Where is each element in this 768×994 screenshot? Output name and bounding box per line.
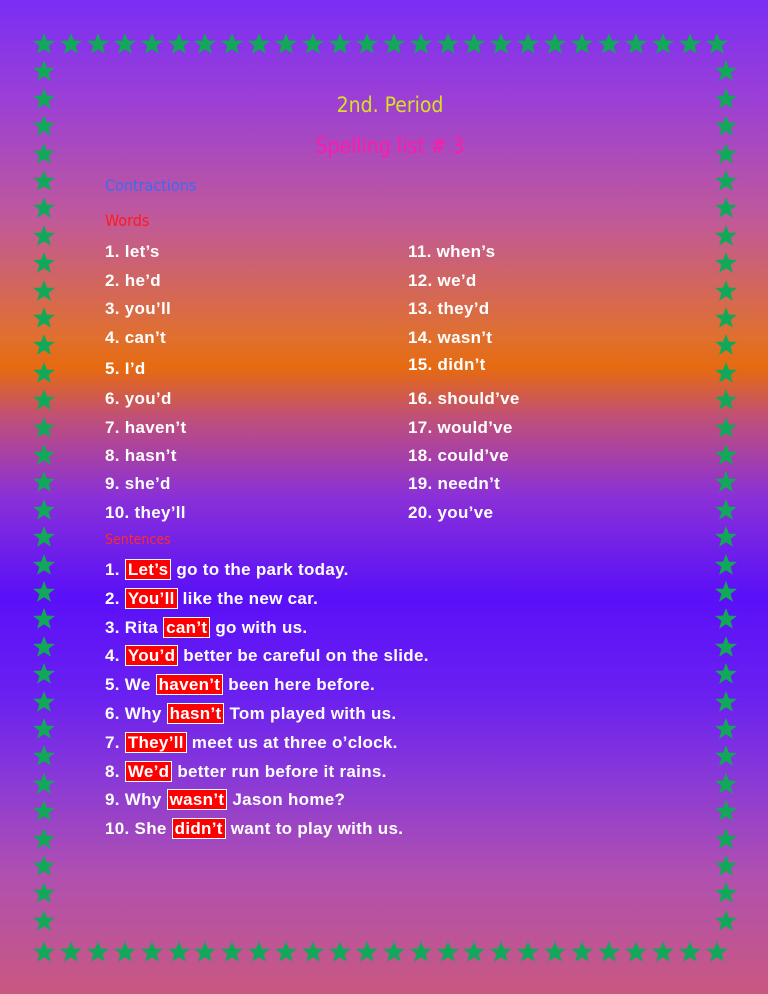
star-icon bbox=[714, 470, 738, 494]
word-item: 4. can’t bbox=[105, 328, 166, 347]
star-icon bbox=[714, 607, 738, 631]
highlighted-contraction: wasn’t bbox=[167, 789, 228, 810]
star-icon bbox=[32, 224, 56, 248]
page-title: 2nd. Period bbox=[336, 93, 444, 117]
page-subtitle: Spelling list # 3 bbox=[315, 134, 465, 158]
star-icon bbox=[543, 32, 567, 56]
sentence-text: been here before. bbox=[223, 675, 376, 695]
star-icon bbox=[355, 32, 379, 56]
star-icon bbox=[32, 142, 56, 166]
star-icon bbox=[167, 940, 191, 964]
word-item: 3. you’ll bbox=[105, 299, 171, 318]
star-icon bbox=[714, 306, 738, 330]
star-icon bbox=[462, 940, 486, 964]
star-icon bbox=[220, 940, 244, 964]
highlighted-contraction: hasn’t bbox=[167, 703, 225, 724]
star-icon bbox=[714, 416, 738, 440]
star-icon bbox=[32, 114, 56, 138]
star-icon bbox=[247, 940, 271, 964]
star-icon bbox=[714, 553, 738, 577]
star-icon bbox=[570, 940, 594, 964]
star-icon bbox=[301, 940, 325, 964]
star-icon bbox=[32, 251, 56, 275]
star-icon bbox=[543, 940, 567, 964]
star-icon bbox=[714, 635, 738, 659]
star-icon bbox=[714, 772, 738, 796]
star-icon bbox=[59, 940, 83, 964]
star-icon bbox=[59, 32, 83, 56]
star-icon bbox=[32, 635, 56, 659]
star-icon bbox=[714, 251, 738, 275]
word-item: 5. I’d bbox=[105, 359, 146, 378]
star-icon bbox=[489, 940, 513, 964]
star-icon bbox=[32, 827, 56, 851]
star-icon bbox=[714, 59, 738, 83]
star-icon bbox=[32, 553, 56, 577]
star-icon bbox=[32, 690, 56, 714]
star-icon bbox=[32, 416, 56, 440]
star-icon bbox=[489, 32, 513, 56]
star-icon bbox=[714, 662, 738, 686]
star-icon bbox=[32, 498, 56, 522]
star-icon bbox=[714, 361, 738, 385]
star-icon bbox=[409, 32, 433, 56]
star-icon bbox=[714, 799, 738, 823]
sentence-text: Jason home? bbox=[227, 790, 346, 810]
sentence-text: go to the park today. bbox=[171, 560, 349, 579]
star-icon bbox=[597, 32, 621, 56]
star-icon bbox=[705, 32, 729, 56]
word-item: 18. could’ve bbox=[408, 446, 509, 465]
sentence-text: 8. bbox=[105, 761, 125, 781]
word-item: 2. he’d bbox=[105, 271, 161, 290]
sentence-item bbox=[105, 618, 307, 638]
star-icon bbox=[714, 443, 738, 467]
sentence-item bbox=[105, 646, 429, 666]
star-icon bbox=[32, 59, 56, 83]
star-icon bbox=[32, 909, 56, 933]
sentence-text: 2. bbox=[105, 588, 125, 608]
star-icon bbox=[624, 940, 648, 964]
sentence-text: go with us. bbox=[210, 617, 308, 637]
star-icon bbox=[193, 32, 217, 56]
star-icon bbox=[678, 32, 702, 56]
star-icon bbox=[274, 32, 298, 56]
star-icon bbox=[651, 32, 675, 56]
star-icon bbox=[301, 32, 325, 56]
star-icon bbox=[32, 388, 56, 412]
section-contractions: Contractions bbox=[105, 176, 197, 195]
sentence-text: 1. bbox=[105, 560, 125, 579]
sentence-item bbox=[105, 733, 398, 753]
star-icon bbox=[714, 744, 738, 768]
star-icon bbox=[32, 525, 56, 549]
sentence-text: 3. Rita bbox=[105, 617, 164, 637]
word-item: 6. you’d bbox=[105, 389, 172, 408]
sentence-text: 4. bbox=[105, 646, 125, 666]
star-icon bbox=[678, 940, 702, 964]
section-words: Words bbox=[105, 211, 150, 230]
sentence-text: Tom played with us. bbox=[224, 704, 397, 723]
star-icon bbox=[32, 470, 56, 494]
star-icon bbox=[32, 279, 56, 303]
star-icon bbox=[714, 114, 738, 138]
word-item: 12. we’d bbox=[408, 271, 477, 290]
word-item: 13. they’d bbox=[408, 299, 490, 318]
star-icon bbox=[714, 690, 738, 714]
word-item: 20. you’ve bbox=[408, 503, 494, 522]
word-item: 1. let’s bbox=[105, 242, 160, 261]
highlighted-contraction: haven’t bbox=[156, 674, 224, 695]
highlighted-contraction: You’d bbox=[125, 645, 178, 666]
sentence-item bbox=[105, 704, 396, 724]
star-icon bbox=[714, 388, 738, 412]
star-icon bbox=[32, 744, 56, 768]
sentence-item bbox=[105, 560, 349, 580]
sentence-text: want to play with us. bbox=[225, 819, 404, 839]
star-icon bbox=[382, 32, 406, 56]
star-icon bbox=[32, 881, 56, 905]
star-icon bbox=[32, 333, 56, 357]
sentence-item bbox=[105, 589, 318, 609]
star-icon bbox=[113, 32, 137, 56]
highlighted-contraction: They’ll bbox=[125, 732, 187, 753]
star-icon bbox=[32, 169, 56, 193]
star-icon bbox=[32, 443, 56, 467]
star-icon bbox=[714, 142, 738, 166]
star-icon bbox=[32, 940, 56, 964]
word-item: 15. didn’t bbox=[408, 355, 486, 374]
word-item: 16. should’ve bbox=[408, 389, 520, 408]
star-icon bbox=[714, 169, 738, 193]
star-icon bbox=[651, 940, 675, 964]
star-icon bbox=[714, 717, 738, 741]
star-icon bbox=[516, 940, 540, 964]
star-icon bbox=[32, 361, 56, 385]
sentence-text: better run before it rains. bbox=[172, 761, 387, 781]
star-icon bbox=[274, 940, 298, 964]
word-item: 9. she’d bbox=[105, 474, 171, 493]
section-sentences: Sentences bbox=[105, 532, 171, 548]
star-icon bbox=[714, 498, 738, 522]
star-icon bbox=[32, 87, 56, 111]
star-icon bbox=[193, 940, 217, 964]
word-item: 10. they’ll bbox=[105, 503, 186, 522]
star-icon bbox=[140, 940, 164, 964]
star-icon bbox=[597, 940, 621, 964]
star-icon bbox=[714, 333, 738, 357]
star-icon bbox=[714, 224, 738, 248]
star-icon bbox=[714, 580, 738, 604]
sentence-text: like the new car. bbox=[177, 588, 319, 608]
sentence-item bbox=[105, 762, 387, 782]
star-icon bbox=[714, 881, 738, 905]
highlighted-contraction: can’t bbox=[163, 617, 210, 638]
star-icon bbox=[32, 772, 56, 796]
highlighted-contraction: We’d bbox=[125, 761, 173, 782]
sentence-text: meet us at three o’clock. bbox=[186, 732, 398, 752]
star-icon bbox=[32, 580, 56, 604]
star-icon bbox=[32, 662, 56, 686]
star-icon bbox=[355, 940, 379, 964]
sentence-text: 7. bbox=[105, 732, 125, 752]
star-icon bbox=[714, 909, 738, 933]
star-icon bbox=[714, 525, 738, 549]
star-icon bbox=[516, 32, 540, 56]
sentence-text: 6. Why bbox=[105, 704, 167, 723]
sentence-text: 5. We bbox=[105, 675, 156, 695]
star-icon bbox=[167, 32, 191, 56]
star-icon bbox=[32, 717, 56, 741]
star-icon bbox=[247, 32, 271, 56]
star-icon bbox=[705, 940, 729, 964]
star-icon bbox=[436, 32, 460, 56]
star-icon bbox=[328, 32, 352, 56]
sentence-item bbox=[105, 819, 403, 839]
word-item: 11. when’s bbox=[408, 242, 496, 261]
star-icon bbox=[32, 854, 56, 878]
star-icon bbox=[382, 940, 406, 964]
word-item: 8. hasn’t bbox=[105, 446, 177, 465]
star-icon bbox=[220, 32, 244, 56]
star-icon bbox=[714, 196, 738, 220]
highlighted-contraction: Let’s bbox=[125, 559, 172, 580]
star-icon bbox=[32, 607, 56, 631]
star-icon bbox=[462, 32, 486, 56]
star-icon bbox=[32, 32, 56, 56]
sentence-item bbox=[105, 790, 345, 810]
star-icon bbox=[409, 940, 433, 964]
word-item: 17. would’ve bbox=[408, 418, 513, 437]
star-icon bbox=[714, 87, 738, 111]
sentence-text: 10. She bbox=[105, 819, 172, 839]
highlighted-contraction: You’ll bbox=[125, 588, 178, 609]
sentence-text: 9. Why bbox=[105, 790, 167, 810]
word-item: 14. wasn’t bbox=[408, 328, 493, 347]
sentence-text: better be careful on the slide. bbox=[178, 646, 429, 666]
star-icon bbox=[714, 827, 738, 851]
star-icon bbox=[328, 940, 352, 964]
star-icon bbox=[32, 196, 56, 220]
star-icon bbox=[714, 279, 738, 303]
word-item: 19. needn’t bbox=[408, 474, 501, 493]
star-icon bbox=[436, 940, 460, 964]
star-icon bbox=[86, 32, 110, 56]
star-icon bbox=[624, 32, 648, 56]
star-icon bbox=[714, 854, 738, 878]
star-icon bbox=[86, 940, 110, 964]
word-item: 7. haven’t bbox=[105, 418, 187, 437]
star-icon bbox=[113, 940, 137, 964]
star-icon bbox=[32, 306, 56, 330]
star-icon bbox=[32, 799, 56, 823]
star-icon bbox=[140, 32, 164, 56]
star-icon bbox=[570, 32, 594, 56]
highlighted-contraction: didn’t bbox=[172, 818, 226, 839]
sentence-item bbox=[105, 675, 375, 695]
